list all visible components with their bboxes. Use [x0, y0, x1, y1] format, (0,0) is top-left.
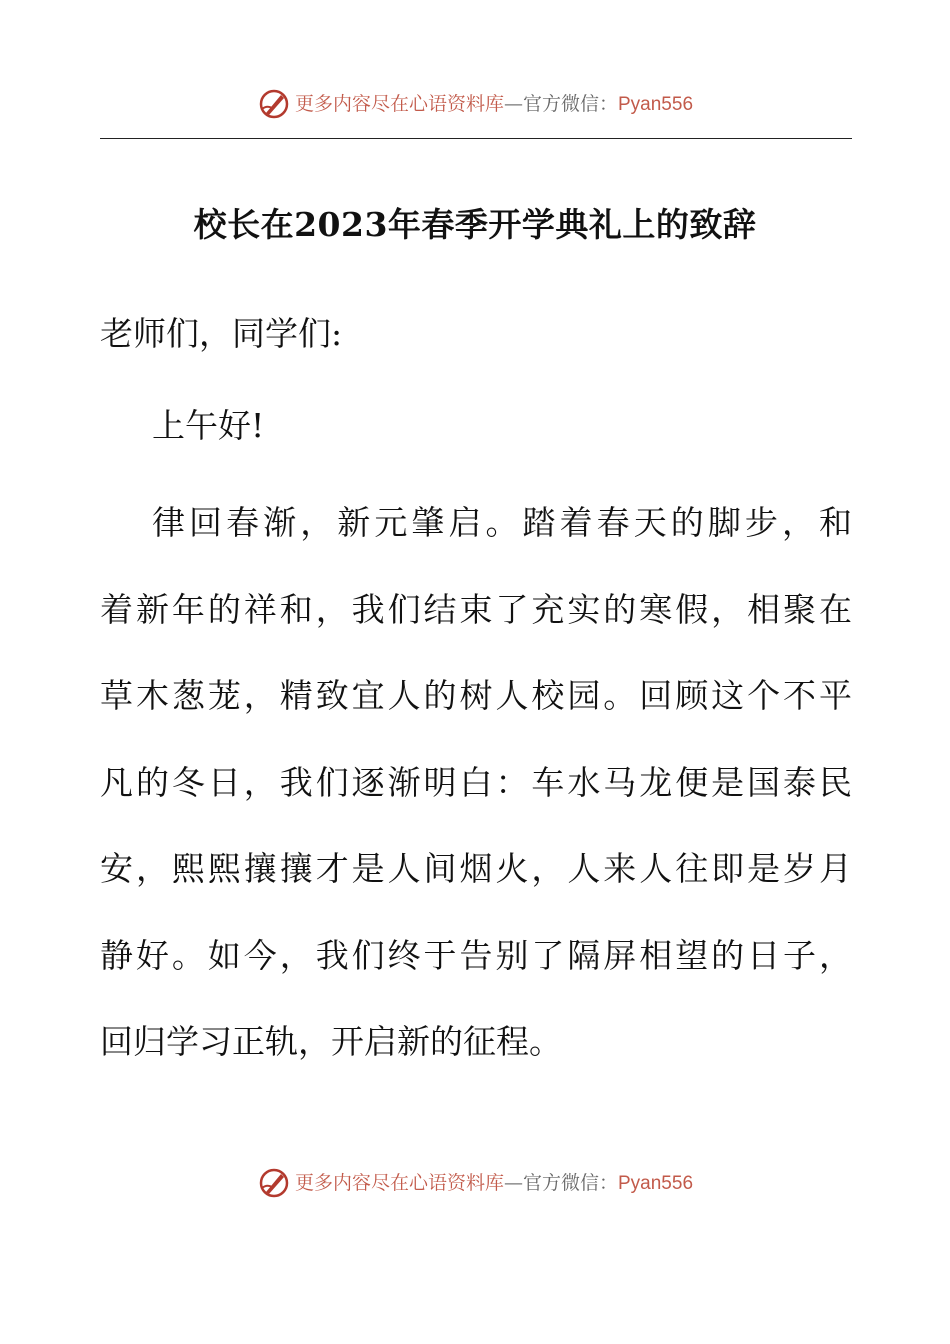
footer-banner — [0, 1163, 950, 1203]
banner-dash: — — [503, 92, 523, 115]
paragraph-line: 凡的冬日，我们逐渐明白：车水马龙便是国泰民 — [100, 762, 852, 802]
banner-site-name: 更多内容尽在心语资料库 — [294, 1171, 504, 1194]
header-banner-text — [294, 92, 694, 115]
banner-wechat-id: Pyan556 — [618, 93, 694, 115]
paragraph-line: 安，熙熙攘攘才是人间烟火，人来人往即是岁月 — [100, 849, 852, 888]
paragraph-line: 律回春渐，新元肇启。踏着春天的脚步，和 — [152, 503, 852, 542]
header-banner — [0, 84, 950, 124]
greeting: 上午好! — [152, 406, 265, 445]
paragraph-line: 着新年的祥和，我们结束了充实的寒假，相聚在 — [100, 589, 852, 629]
banner-wechat-id: Pyan556 — [618, 1172, 694, 1194]
paragraph-line: 静好。如今，我们终于告别了隔屏相望的日子， — [100, 935, 852, 975]
header-divider — [100, 138, 852, 139]
pen-logo-icon — [257, 87, 291, 121]
paragraph-line: 回归学习正轨，开启新的征程。 — [100, 1022, 562, 1061]
banner-dash: — — [503, 1171, 523, 1194]
footer-banner-text — [294, 1171, 694, 1194]
banner-wechat-label: 官方微信： — [522, 1171, 618, 1194]
paragraph-line: 草木葱茏，精致宜人的树人校园。回顾这个不平 — [100, 676, 852, 715]
body-paragraph — [100, 494, 852, 1100]
document-title: 校长在2023年春季开学典礼上的致辞 — [193, 205, 757, 244]
banner-wechat-label: 官方微信： — [522, 92, 618, 115]
banner-site-name: 更多内容尽在心语资料库 — [294, 92, 504, 115]
salutation: 老师们，同学们: — [100, 314, 343, 353]
pen-logo-icon — [257, 1166, 291, 1200]
